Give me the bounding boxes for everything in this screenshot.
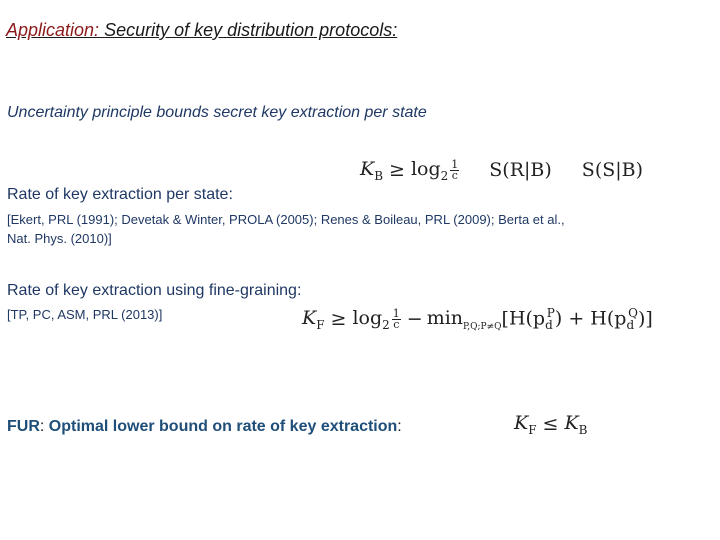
eq2-log: $\log_2$ [352,306,390,332]
eq1-log: $\log_2$ [410,158,449,183]
eq2-min: $\min_{P,Q;P\ne Q}$ [426,306,502,332]
state-rate-label: Rate of key extraction per state: [7,186,233,203]
fine-grain-equation [302,306,653,332]
fur-label-bold: FUR [7,418,40,435]
eq2-entropy-terms: $H(p_d^P) + H(p_d^Q$ [508,306,638,333]
fur-label-rest: Optimal lower bound on rate of key extraction [44,418,398,435]
title-rest: Security of key distribution protocols: [104,20,398,40]
eq2-bracket-open: [ [501,308,509,331]
fur-label: FUR: Optimal lower bound on rate of key extraction: [7,418,402,435]
eq2-minus: − [406,308,423,331]
slide-title [6,20,397,41]
fur-equation [514,412,587,437]
eq3-lhs: $K_F$ [514,412,537,437]
state-rate-equation [360,158,643,183]
ref-line-2: Nat. Phys. (2010)] [7,231,112,246]
eq3-rhs: $K_B$ [564,412,588,437]
eq2-relation: ≥ [330,308,347,331]
eq2-fraction: $\frac{1}{c}$ [392,306,400,331]
slide-subtitle: Uncertainty principle bounds secret key extraction per state [7,104,427,121]
state-rate-references [7,210,565,248]
eq1-relation: ≥ [389,159,405,182]
eq1-lhs: $K_B$ [360,158,384,183]
eq1-fraction: $\frac{1}{c}$ [451,157,459,182]
eq1-term-ssb: S(S|B) [581,159,644,182]
eq2-lhs: $K_F$ [302,306,325,332]
eq1-term-srb: S(R|B) [489,159,552,182]
title-lead: Application: [6,20,100,40]
eq3-relation: ≤ [542,413,559,436]
fine-grain-references: [TP, PC, ASM, PRL (2013)] [7,307,163,322]
eq2-bracket-close: )] [637,308,653,331]
fine-grain-label: Rate of key extraction using fine-graining: [7,282,302,299]
ref-line-1: [Ekert, PRL (1991); Devetak & Winter, PROLA (2005); Renes & Boileau, PRL (2009); Berta et al., [7,212,565,227]
